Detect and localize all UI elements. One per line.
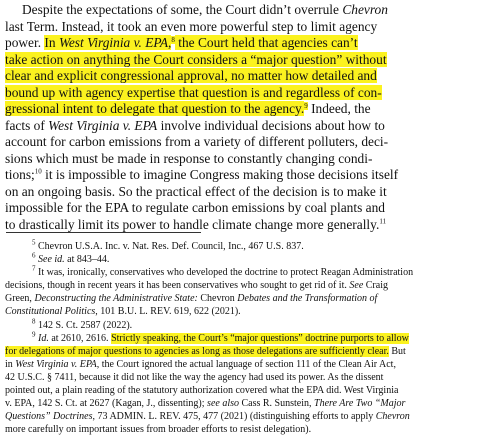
text-run: It was, ironically, conservatives who developed the doctrine to protect Reagan Administration (35, 267, 414, 279)
text-run: sions which must be made in response to constantly changing condi- (5, 150, 373, 166)
footnote-line (5, 384, 473, 397)
text-run: , 101 B.U. L. REV. 619, 622 (2021). (95, 306, 241, 318)
footnote-marker: 6 (32, 251, 36, 260)
body-line (5, 35, 473, 52)
highlighted-text: In (44, 35, 59, 50)
footnote-line (5, 266, 473, 279)
body-line (5, 85, 473, 102)
highlighted-text: take action on anything the Court considers a “major question” without (5, 51, 387, 67)
text-run: Chevron (375, 411, 410, 423)
highlighted-text: Strictly speaking, the Court’s “major questions” doctrine purports to allow (111, 332, 409, 344)
footnote-line (5, 371, 473, 384)
footnote-marker: 5 (32, 238, 36, 247)
text-run: , the Court ignored the actual language of section 111 of the Clean Air Act, (96, 358, 396, 370)
highlighted-text: gressional intent to delegate that question to the agency. (5, 101, 305, 116)
text-run: in (5, 358, 16, 370)
text-run: Questions” Doctrines (5, 411, 93, 423)
body-line (5, 184, 473, 201)
text-run: Chevron U.S.A. Inc. v. Nat. Res. Def. Council, Inc., 467 U.S. 837. (35, 241, 304, 252)
text-run: decisions, though in recent years it has been conservatives who sought to get rid of it. (5, 280, 350, 292)
text-run: impossible for the EPA to regulate carbon emissions by coal plants and (5, 200, 385, 215)
text-run: West Virginia v. EPA (15, 358, 97, 370)
footnote-line (5, 279, 473, 292)
text-run: tions; (5, 167, 35, 182)
footnote-marker: 7 (32, 264, 36, 273)
text-run: Cass R. Sunstein, (239, 398, 315, 410)
body-line (5, 19, 473, 36)
body-line (5, 68, 473, 85)
body-line (5, 101, 473, 118)
footnote-line (5, 397, 473, 410)
text-run: Despite the expectations of some, the Court didn’t overrule (22, 2, 343, 17)
text-run: facts of (5, 117, 49, 133)
text-run: West Virginia v. EPA (48, 117, 158, 133)
footnote-line (5, 410, 473, 423)
body-line (5, 151, 473, 168)
text-run: v. EPA, 142 S. Ct. at 2627 (Kagan, J., dissenting); (5, 398, 208, 410)
text-run: power. (5, 35, 45, 50)
footnote-line (5, 305, 473, 318)
body-line (5, 134, 473, 151)
body-paragraph (5, 2, 473, 233)
text-run: There Are Two “Major (314, 398, 406, 410)
text-run: to drastically limit its power to handle climate change more generally. (5, 216, 380, 232)
body-line (5, 118, 473, 135)
footnotes (5, 240, 473, 436)
text-run: last Term. Instead, it took an even more powerful step to limit agency (5, 18, 378, 34)
text-run: But (388, 345, 406, 357)
text-run: Indeed, the (307, 101, 371, 116)
footnote-divider (6, 232, 201, 233)
text-run: it is impossible to imagine Congress making those decisions itself (41, 167, 399, 182)
text-run: pointed out, a plain reading of the statutory authorization covered what the EPA did. West Virginia (5, 385, 399, 397)
text-run: Deconstructing the Administrative State: (34, 293, 198, 305)
highlighted-text: the Court held that agencies can’t (174, 35, 358, 50)
text-run: 42 U.S.C. § 7411, because it did not like the way the agency had used its power. As the dissent (5, 371, 384, 383)
footnote-line (5, 319, 473, 332)
highlighted-text: bound up with agency expertise that question is and regardless of con- (5, 84, 382, 100)
body-line (5, 167, 473, 184)
footnote-marker: 11 (379, 217, 387, 226)
footnote-line (5, 253, 473, 266)
highlighted-text: West Virginia v. EPA (58, 35, 169, 50)
footnote-marker: 9 (32, 330, 36, 339)
highlighted-text: for delegations of major questions to agencies as long as those delegations are sufficiently clear. (5, 345, 389, 357)
text-run: See (349, 280, 364, 292)
body-line (5, 217, 473, 234)
text-run: Chevron (342, 2, 388, 17)
highlighted-text: clear and explicit congressional approval, no matter how detailed and (5, 68, 377, 83)
text-run: Craig (363, 280, 388, 292)
footnote-line (5, 358, 473, 371)
highlighted-text: , (168, 35, 172, 50)
text-run: Chevron (197, 293, 238, 305)
body-line (5, 2, 473, 19)
footnote-line (5, 240, 473, 253)
text-run: at 2610, 2616. (48, 332, 112, 344)
text-run: Debates and the Transformation of (237, 293, 378, 305)
footnote-marker: 8 (32, 317, 36, 326)
text-run: Constitutional Politics (5, 306, 96, 318)
footnote-line (5, 345, 473, 358)
text-run: See id. (38, 254, 65, 266)
text-run: on an ongoing basis. So the practical effect of the decision is to make it (5, 183, 387, 199)
text-run: , 73 ADMIN. L. REV. 475, 477 (2021) (distinguishing efforts to apply (92, 411, 376, 423)
text-run: Id. (38, 332, 49, 344)
body-line (5, 52, 473, 69)
text-run: at 843–44. (64, 254, 110, 266)
text-run: see also (207, 398, 239, 410)
text-run: more carefully on important issues from broader efforts to resist delegation). (5, 424, 312, 436)
text-run: 142 S. Ct. 2587 (2022). (35, 319, 133, 331)
footnote-marker: 9 (304, 101, 308, 110)
text-run: Green, (5, 293, 35, 305)
footnote-line (5, 332, 473, 345)
footnote-marker: 10 (34, 167, 42, 176)
footnote-line (5, 292, 473, 305)
footnote-marker: 8 (171, 35, 175, 44)
body-line (5, 200, 473, 217)
text-run: account for carbon emissions from a variety of different polluters, deci- (5, 134, 389, 149)
footnote-line (5, 423, 473, 436)
text-run: involve individual decisions about how to (157, 117, 385, 133)
